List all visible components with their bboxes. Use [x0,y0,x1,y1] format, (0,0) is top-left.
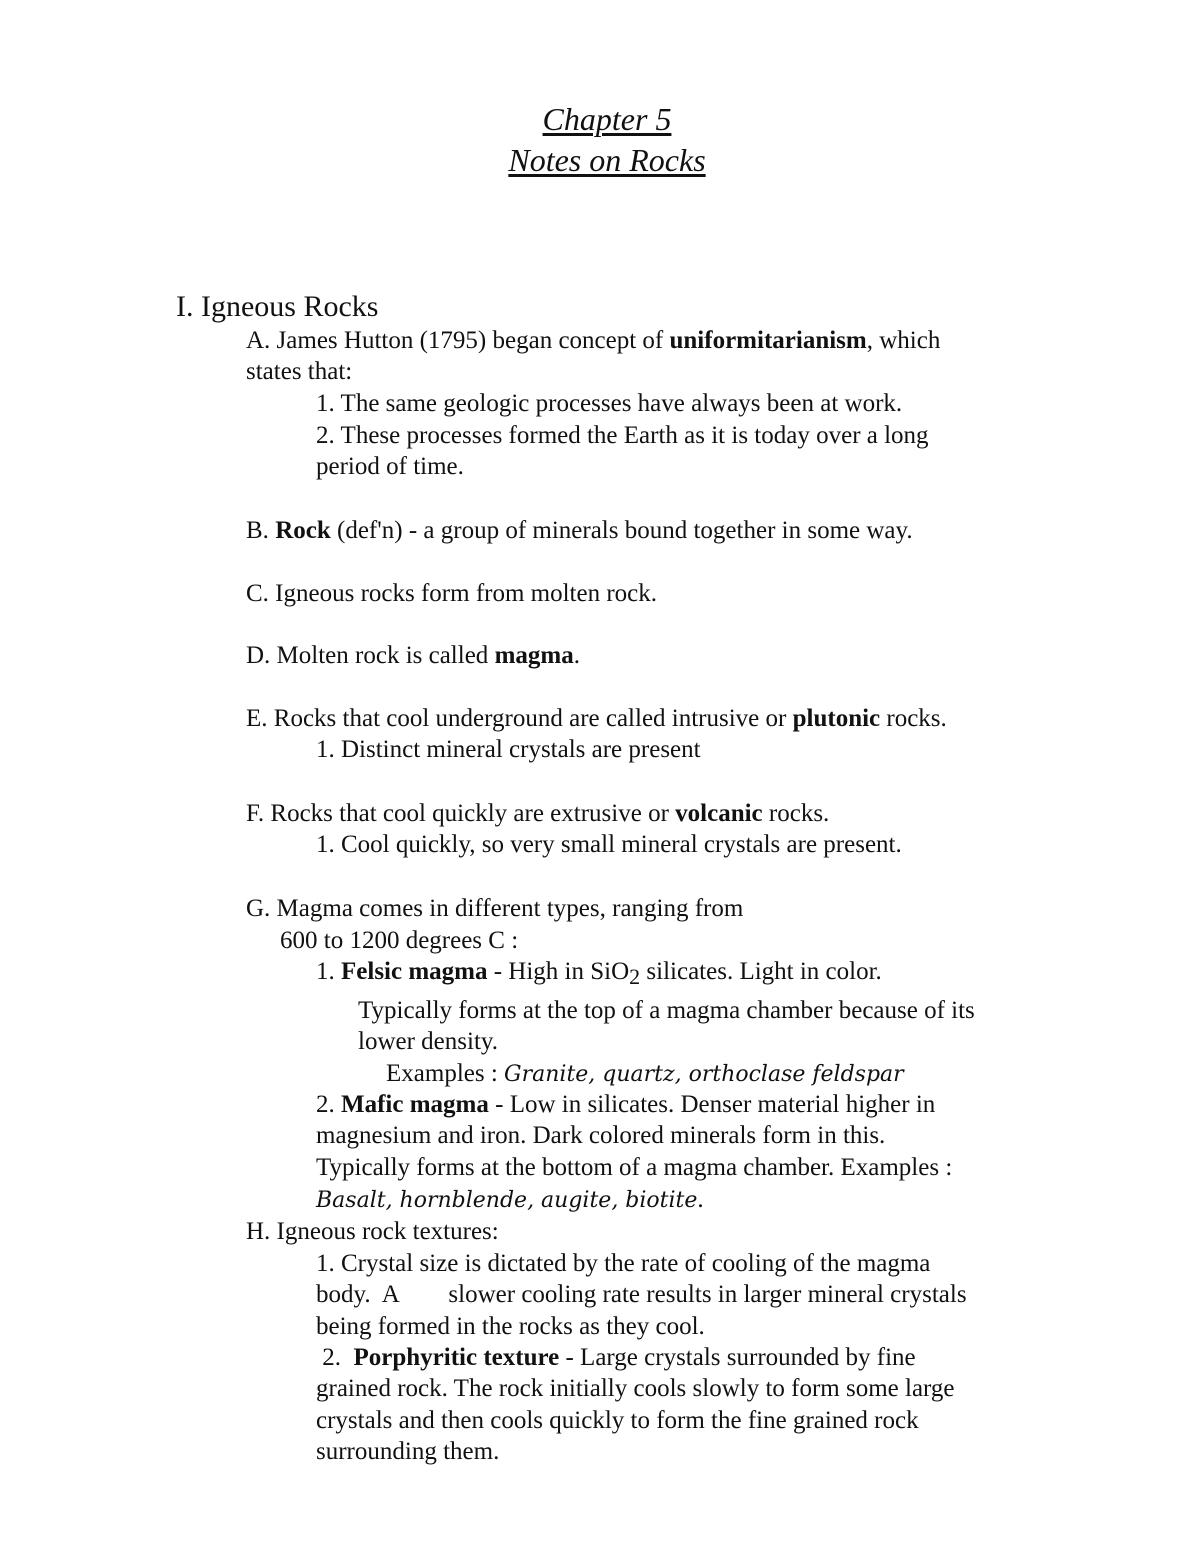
section-heading: I. Igneous Rocks [176,290,379,323]
item-g-line-1: G. Magma comes in different types, ranging from [246,895,744,922]
texture-sub-1-line-1: 1. Crystal size is dictated by the rate of cooling of the magma [316,1250,931,1277]
notes-title: Notes on Rocks [508,142,706,178]
mafic-magma-line-1: 2. Mafic magma - Low in silicates. Denser material higher in [316,1091,936,1118]
item-a-sub-2-line-2: period of time. [316,453,464,480]
mafic-magma-line-3: Typically forms at the bottom of a magma chamber. Examples : [316,1154,953,1181]
mafic-examples: Basalt, hornblende, augite, biotite. [316,1186,704,1213]
item-b: B. Rock (def'n) - a group of minerals bound together in some way. [246,517,913,544]
chapter-title: Chapter 5 [542,101,672,137]
item-g-line-2: 600 to 1200 degrees C : [280,927,519,954]
texture-sub-1-line-3: being formed in the rocks as they cool. [316,1313,705,1340]
item-e: E. Rocks that cool underground are called intrusive or plutonic rocks. [246,705,947,732]
item-h-line-1: H. Igneous rock textures: [246,1218,499,1245]
texture-sub-2-line-1: 2. Porphyritic texture - Large crystals surrounded by fine [316,1344,916,1371]
item-d: D. Molten rock is called magma. [246,642,580,669]
item-f: F. Rocks that cool quickly are extrusive or volcanic rocks. [246,800,830,827]
felsic-magma-line-2: Typically forms at the top of a magma chamber because of its [358,997,975,1024]
item-a-sub-1: 1. The same geologic processes have always been at work. [316,390,903,417]
item-a-line-1: A. James Hutton (1795) began concept of uniformitarianism, which [246,327,941,354]
item-c: C. Igneous rocks form from molten rock. [246,580,658,607]
item-a-line-2: states that: [246,358,353,385]
texture-sub-2-line-2: grained rock. The rock initially cools slowly to form some large [316,1375,955,1402]
texture-sub-2-line-3: crystals and then cools quickly to form the fine grained rock [316,1407,919,1434]
item-e-sub-1: 1. Distinct mineral crystals are present [316,736,701,763]
item-f-sub-1: 1. Cool quickly, so very small mineral crystals are present. [316,831,902,858]
felsic-examples: Examples : Granite, quartz, orthoclase feldspar [386,1060,904,1087]
texture-sub-1-line-2: body. A slower cooling rate results in larger mineral crystals [316,1281,967,1308]
item-a-sub-2-line-1: 2. These processes formed the Earth as it is today over a long [316,422,929,449]
felsic-magma-line-1: 1. Felsic magma - High in SiO$_2$ silicates. Light in color. [316,958,882,989]
felsic-magma-line-3: lower density. [358,1028,499,1055]
texture-sub-2-line-4: surrounding them. [316,1438,500,1465]
mafic-magma-line-2: magnesium and iron. Dark colored minerals form in this. [316,1122,886,1149]
